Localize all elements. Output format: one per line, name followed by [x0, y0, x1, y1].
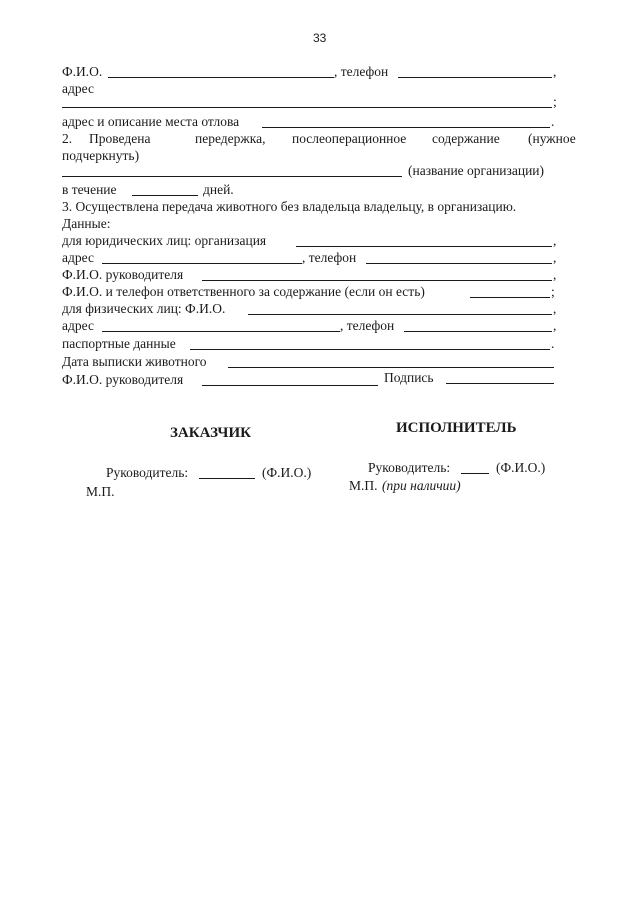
final-head-fio-label: Ф.И.О. руководителя: [62, 372, 184, 387]
phone-label: , телефон: [334, 64, 389, 79]
legal-phone-blank[interactable]: [366, 263, 552, 264]
semicolon: ;: [553, 94, 557, 109]
legal-address-blank[interactable]: [102, 263, 302, 264]
customer-fio-label: (Ф.И.О.): [262, 465, 312, 480]
passport-label: паспортные данные: [62, 336, 176, 351]
signature-label: Подпись: [384, 370, 434, 385]
comma: ,: [553, 318, 557, 333]
customer-title: ЗАКАЗЧИК: [170, 425, 251, 441]
days-label: дней.: [203, 182, 234, 197]
legal-phone-label: , телефон: [302, 250, 357, 265]
legal-org-label: для юридических лиц: организация: [62, 233, 267, 248]
discharge-date-label: Дата выписки животного: [62, 354, 207, 369]
customer-head-label: Руководитель:: [106, 465, 189, 480]
capture-place-blank[interactable]: [262, 127, 550, 128]
final-head-fio-blank[interactable]: [202, 385, 378, 386]
customer-head-blank[interactable]: [199, 478, 255, 479]
comma: ,: [553, 267, 557, 282]
item2-word-e: (нужное: [528, 131, 576, 146]
legal-org-blank[interactable]: [296, 246, 552, 247]
fio-blank[interactable]: [108, 77, 334, 78]
individual-address-label: адрес: [62, 318, 94, 333]
discharge-date-blank[interactable]: [228, 367, 554, 368]
address-label: адрес: [62, 81, 94, 96]
signature-blank[interactable]: [446, 383, 554, 384]
head-fio-blank[interactable]: [202, 280, 552, 281]
fio-label: Ф.И.О.: [62, 64, 103, 79]
individual-address-blank[interactable]: [102, 331, 340, 332]
semicolon: ;: [551, 284, 555, 299]
item2-word-d: содержание: [432, 131, 500, 146]
comma: ,: [553, 301, 557, 316]
data-label: Данные:: [62, 216, 111, 231]
responsible-blank[interactable]: [470, 297, 550, 298]
phone-blank[interactable]: [398, 77, 552, 78]
executor-title: ИСПОЛНИТЕЛЬ: [396, 420, 517, 436]
days-blank[interactable]: [132, 195, 198, 196]
individuals-label: для физических лиц: Ф.И.О.: [62, 301, 226, 316]
org-name-label: (название организации): [408, 163, 545, 178]
address-blank[interactable]: [62, 107, 552, 108]
head-fio-label: Ф.И.О. руководителя: [62, 267, 184, 282]
page-number: 33: [313, 31, 327, 45]
individual-phone-label: , телефон: [340, 318, 395, 333]
item2-word-b: передержка,: [195, 131, 266, 146]
capture-place-label: адрес и описание места отлова: [62, 114, 240, 129]
item2-word-c: послеоперационное: [292, 131, 407, 146]
comma: ,: [553, 250, 557, 265]
executor-stamp-note: (при наличии): [382, 478, 461, 493]
comma: ,: [553, 64, 557, 79]
executor-head-label: Руководитель:: [368, 460, 451, 475]
customer-stamp: М.П.: [86, 484, 115, 499]
passport-blank[interactable]: [190, 349, 550, 350]
executor-head-blank[interactable]: [461, 473, 489, 474]
org-name-blank[interactable]: [62, 176, 402, 177]
period: .: [551, 336, 555, 351]
responsible-label: Ф.И.О. и телефон ответственного за содержание (если он есть): [62, 284, 425, 299]
individual-phone-blank[interactable]: [404, 331, 552, 332]
period: .: [551, 114, 555, 129]
legal-address-label: адрес: [62, 250, 94, 265]
item3-text: 3. Осуществлена передача животного без владельца владельцу, в организацию.: [62, 199, 517, 214]
executor-fio-label: (Ф.И.О.): [496, 460, 546, 475]
item2-continuation: подчеркнуть): [62, 148, 140, 163]
item2-number: 2.: [62, 131, 73, 146]
during-label: в течение: [62, 182, 117, 197]
item2-word-a: Проведена: [89, 131, 151, 146]
individuals-blank[interactable]: [248, 314, 552, 315]
executor-stamp: М.П.: [349, 478, 378, 493]
comma: ,: [553, 233, 557, 248]
